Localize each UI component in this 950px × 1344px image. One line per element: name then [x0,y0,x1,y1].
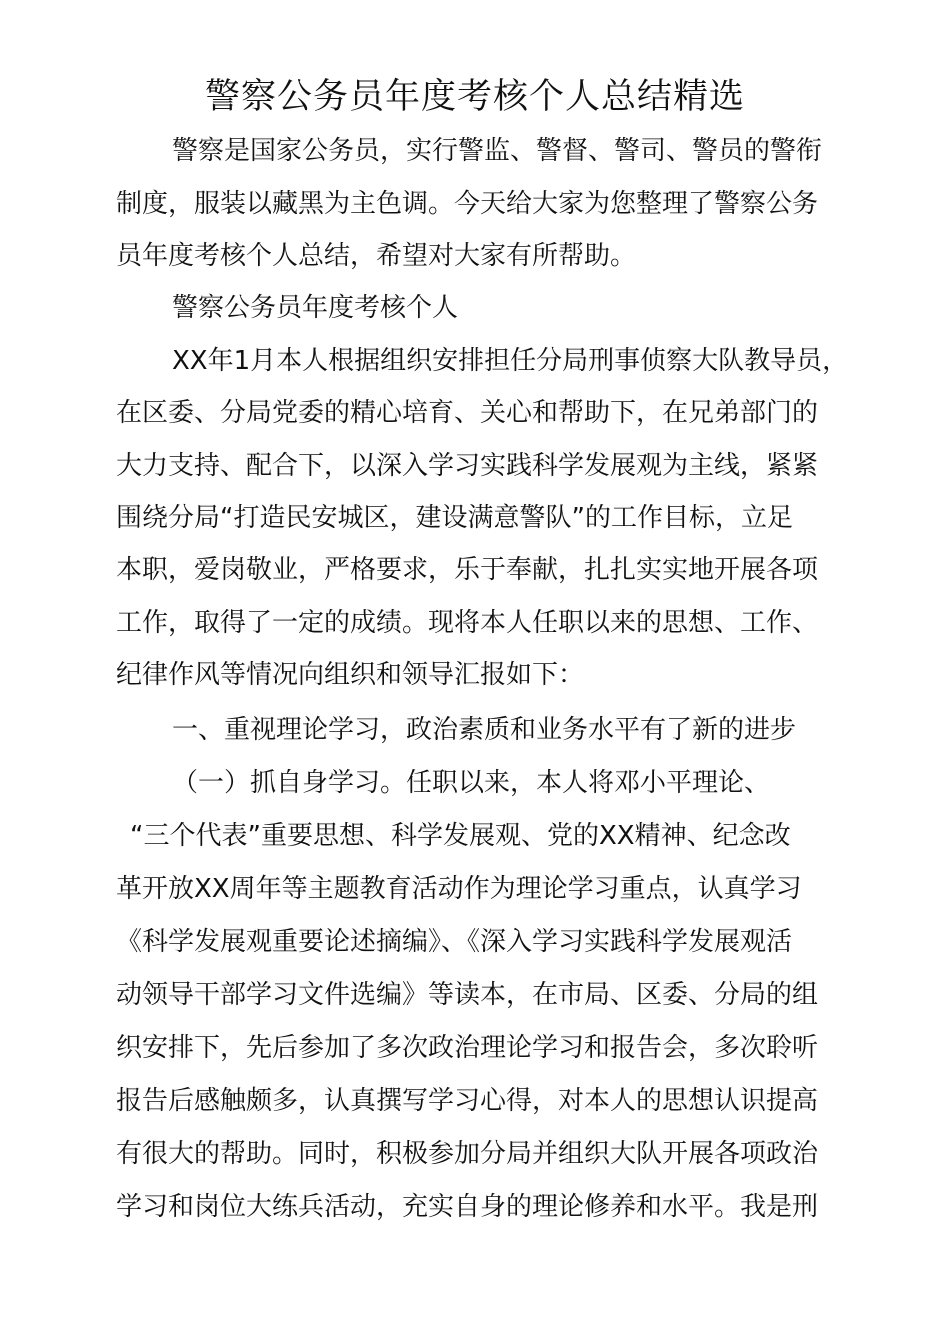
paragraph-line: 在区委、分局党委的精心培育、关心和帮助下，在兄弟部门的 [116,398,819,428]
paragraph-line: 纪律作风等情况向组织和领导汇报如下： [116,660,585,690]
paragraph-line: 《科学发展观重要论述摘编》、《深入学习实践科学发展观活 [116,927,793,957]
paragraph-line: “三个代表”重要思想、科学发展观、党的XX精神、纪念改 [130,821,791,851]
paragraph-line: 围绕分局“打造民安城区，建设满意警队”的工作目标，立足 [116,503,793,533]
paragraph-line: 制度，服装以藏黑为主色调。今天给大家为您整理了警察公务 [116,189,819,219]
paragraph-line: 学习和岗位大练兵活动，充实自身的理论修养和水平。我是刑 [116,1192,819,1222]
paragraph-line: 员年度考核个人总结，希望对大家有所帮助。 [116,241,637,271]
paragraph-line: 有很大的帮助。同时，积极参加分局并组织大队开展各项政治 [116,1139,819,1169]
paragraph-line: 警察是国家公务员，实行警监、警督、警司、警员的警衔 [172,136,823,166]
paragraph-line: 本职，爱岗敬业，严格要求，乐于奉献，扎扎实实地开展各项 [116,555,819,585]
section-heading: 一、重视理论学习，政治素质和业务水平有了新的进步 [172,715,797,745]
paragraph-line: 工作，取得了一定的成绩。现将本人任职以来的思想、工作、 [116,608,819,638]
subsection-heading: （一）抓自身学习。任职以来，本人将邓小平理论、 [172,768,771,798]
paragraph-line: 革开放XX周年等主题教育活动作为理论学习重点，认真学习 [116,874,802,904]
paragraph-line: 织安排下，先后参加了多次政治理论学习和报告会，多次聆听 [116,1033,819,1063]
paragraph-line: 动领导干部学习文件选编》等读本，在市局、区委、分局的组 [116,980,819,1010]
paragraph-line: 报告后感触颇多，认真撰写学习心得，对本人的思想认识提高 [116,1086,819,1116]
document-title: 警察公务员年度考核个人总结精选 [204,77,745,117]
section-heading: 警察公务员年度考核个人 [172,293,459,323]
paragraph-line: 大力支持、配合下，以深入学习实践科学发展观为主线，紧紧 [116,451,819,481]
paragraph-line: XX年1月本人根据组织安排担任分局刑事侦察大队教导员， [172,346,849,376]
